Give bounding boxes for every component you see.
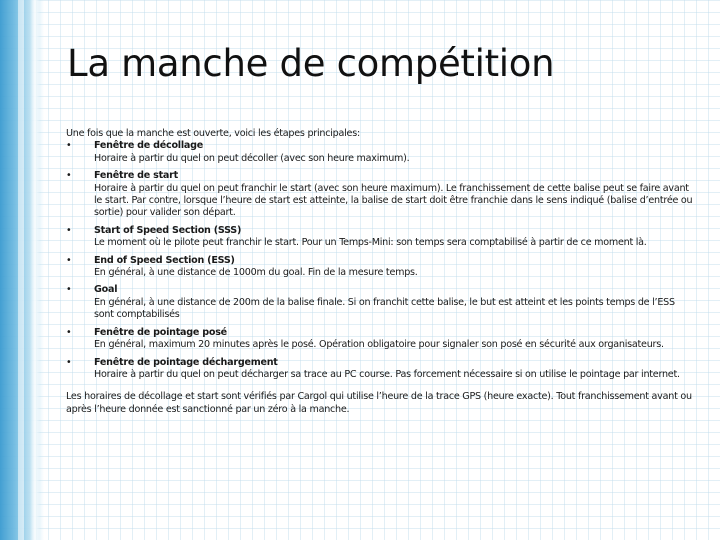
list-item [66, 170, 696, 220]
list-item [66, 225, 696, 250]
outro-text: Les horaires de décollage et start sont vérifiés par Cargol qui utilise l’heure de la trace GPS (heure exacte). Tout franchissement avant ou après l’heure donnée est sanctionné par un zéro à la manche. [66, 391, 692, 415]
step-title: Goal [94, 284, 118, 296]
list-item [66, 327, 696, 352]
bullet-icon: • [66, 170, 72, 182]
step-title: End of Speed Section (ESS) [94, 254, 235, 266]
bullet-icon: • [66, 224, 72, 236]
step-title: Fenêtre de start [94, 170, 178, 182]
steps-list [66, 140, 696, 381]
step-description: En général, à une distance de 200m de la balise finale. Si on franchit cette balise, le but est atteint et les points temps de l’ESS sont comptabilisés [94, 296, 675, 321]
bullet-icon: • [66, 326, 72, 338]
step-description: En général, à une distance de 1000m du goal. Fin de la mesure temps. [94, 267, 418, 279]
bullet-icon: • [66, 356, 72, 368]
step-title: Fenêtre de pointage posé [94, 326, 227, 338]
intro-text: Une fois que la manche est ouverte, voici les étapes principales: [66, 128, 360, 139]
list-item [66, 357, 696, 382]
step-description: Horaire à partir du quel on peut franchir le start (avec son heure maximum). Le franchissement de cette balise peut se faire avant le start. Par contre, lorsque l’heure de start est atteinte, la balise de start doit être franchie dans le sens indiqué (balise d’entrée ou sortie) pour valider son départ. [94, 182, 693, 219]
list-item [66, 140, 696, 165]
step-title: Start of Speed Section (SSS) [94, 224, 242, 236]
step-title: Fenêtre de pointage déchargement [94, 356, 278, 368]
bullet-icon: • [66, 254, 72, 266]
step-title: Fenêtre de décollage [94, 140, 203, 152]
list-item [66, 284, 696, 321]
step-description: En général, maximum 20 minutes après le posé. Opération obligatoire pour signaler son posé en sécurité aux organisateurs. [94, 339, 664, 351]
step-description: Le moment où le pilote peut franchir le start. Pour un Temps-Mini: son temps sera comptabilisé à partir de ce moment là. [94, 237, 647, 249]
decorative-side-shine [30, 0, 40, 540]
list-item [66, 255, 696, 280]
bullet-icon: • [66, 140, 72, 152]
slide-body [66, 128, 696, 416]
bullet-icon: • [66, 284, 72, 296]
step-description: Horaire à partir du quel on peut décharger sa trace au PC course. Pas forcement nécessaire si on utilise le pointage par internet. [94, 368, 680, 380]
step-description: Horaire à partir du quel on peut décoller (avec son heure maximum). [94, 152, 410, 164]
slide-title: La manche de compétition [67, 42, 555, 85]
